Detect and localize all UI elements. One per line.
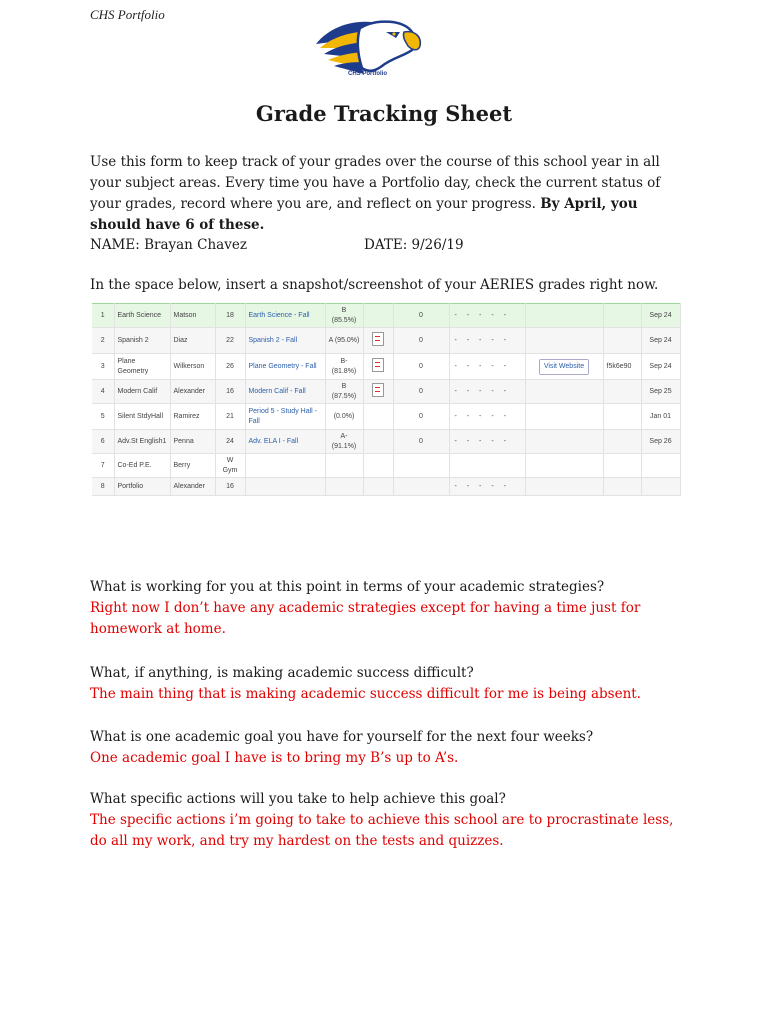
grade-details — [363, 354, 393, 380]
question-block-2 — [90, 663, 690, 705]
grade-term-link[interactable]: Plane Geometry - Fall — [245, 354, 325, 380]
answer-4: The specific actions i’m going to take to achieve this school are to procrastinate less, do all my work, and try my hardest on the tests and quizzes. — [90, 812, 674, 849]
grade-room: 26 — [215, 354, 245, 380]
grade-mark: A- (91.1%) — [325, 430, 363, 454]
grade-period: 8 — [92, 478, 114, 496]
grade-code — [603, 404, 641, 430]
grade-teacher: Berry — [170, 454, 215, 478]
grade-details — [363, 404, 393, 430]
grade-dashes — [449, 454, 525, 478]
intro-paragraph — [90, 152, 690, 236]
grade-course: Co-Ed P.E. — [114, 454, 170, 478]
grade-dashes: - - - - - — [449, 354, 525, 380]
grade-date — [641, 454, 680, 478]
grade-missing — [393, 454, 449, 478]
grade-course: Earth Science — [114, 304, 170, 328]
grade-date: Sep 24 — [641, 328, 680, 354]
grade-room: 16 — [215, 478, 245, 496]
grade-mark: B (85.5%) — [325, 304, 363, 328]
grade-website — [525, 430, 603, 454]
grade-code — [603, 478, 641, 496]
grade-term-link[interactable]: Spanish 2 - Fall — [245, 328, 325, 354]
answer-3: One academic goal I have is to bring my B’s up to A’s. — [90, 750, 459, 766]
grade-website — [525, 380, 603, 404]
grade-room: 21 — [215, 404, 245, 430]
grade-dashes: - - - - - — [449, 380, 525, 404]
grade-mark — [325, 454, 363, 478]
grade-room: 22 — [215, 328, 245, 354]
page-title: Grade Tracking Sheet — [255, 101, 513, 126]
grade-period: 3 — [92, 354, 114, 380]
grade-code — [603, 454, 641, 478]
grade-row — [92, 354, 680, 380]
grade-details — [363, 304, 393, 328]
grade-details — [363, 454, 393, 478]
grade-details — [363, 430, 393, 454]
grade-course: Portfolio — [114, 478, 170, 496]
grade-missing: 0 — [393, 430, 449, 454]
grade-room: W Gym — [215, 454, 245, 478]
grade-term-link[interactable] — [245, 478, 325, 496]
question-block-3 — [90, 727, 690, 769]
grade-period: 2 — [92, 328, 114, 354]
grade-teacher: Matson — [170, 304, 215, 328]
header-label: CHS Portfolio — [90, 7, 165, 22]
grade-teacher: Alexander — [170, 478, 215, 496]
grades-screenshot-table — [92, 303, 681, 496]
grade-details — [363, 478, 393, 496]
grade-room: 16 — [215, 380, 245, 404]
visit-website-button[interactable]: Visit Website — [539, 359, 589, 375]
grade-row — [92, 454, 680, 478]
grade-room: 18 — [215, 304, 245, 328]
grade-code: f5k6e90 — [603, 354, 641, 380]
grade-code — [603, 328, 641, 354]
details-icon[interactable] — [372, 332, 384, 346]
grade-course: Plane Geometry — [114, 354, 170, 380]
grade-row — [92, 478, 680, 496]
grade-mark: A (95.0%) — [325, 328, 363, 354]
grade-course: Adv.St English1 — [114, 430, 170, 454]
grade-teacher: Penna — [170, 430, 215, 454]
grade-missing — [393, 478, 449, 496]
question-block-1 — [90, 577, 690, 640]
grade-mark: B- (81.8%) — [325, 354, 363, 380]
grade-row — [92, 430, 680, 454]
grade-date — [641, 478, 680, 496]
grade-mark: (0.0%) — [325, 404, 363, 430]
grade-period: 1 — [92, 304, 114, 328]
grade-mark — [325, 478, 363, 496]
answer-2: The main thing that is making academic success difficult for me is being absent. — [90, 686, 641, 702]
grade-code — [603, 430, 641, 454]
grade-website — [525, 304, 603, 328]
grade-website — [525, 328, 603, 354]
grade-term-link[interactable]: Modern Calif - Fall — [245, 380, 325, 404]
grade-dashes: - - - - - — [449, 404, 525, 430]
grade-period: 6 — [92, 430, 114, 454]
grade-teacher: Ramirez — [170, 404, 215, 430]
grade-period: 4 — [92, 380, 114, 404]
grade-date: Jan 01 — [641, 404, 680, 430]
details-icon[interactable] — [372, 358, 384, 372]
grade-period: 7 — [92, 454, 114, 478]
grade-code — [603, 380, 641, 404]
grade-row — [92, 380, 680, 404]
grade-period: 5 — [92, 404, 114, 430]
question-3: What is one academic goal you have for yourself for the next four weeks? — [90, 729, 594, 745]
details-icon[interactable] — [372, 383, 384, 397]
grade-course: Spanish 2 — [114, 328, 170, 354]
grade-dashes: - - - - - — [449, 328, 525, 354]
grade-date: Sep 25 — [641, 380, 680, 404]
student-name: NAME: Brayan Chavez — [90, 237, 247, 253]
grade-term-link[interactable]: Earth Science - Fall — [245, 304, 325, 328]
grade-row — [92, 404, 680, 430]
grade-teacher: Wilkerson — [170, 354, 215, 380]
grade-website — [525, 404, 603, 430]
grade-dashes: - - - - - — [449, 430, 525, 454]
question-2: What, if anything, is making academic success difficult? — [90, 665, 474, 681]
intro-bold-text: By April, you should have 6 of these. — [90, 196, 638, 233]
grade-teacher: Alexander — [170, 380, 215, 404]
date-field: DATE: 9/26/19 — [364, 237, 464, 253]
grade-date: Sep 24 — [641, 304, 680, 328]
grade-term-link[interactable] — [245, 454, 325, 478]
grade-room: 24 — [215, 430, 245, 454]
grade-website — [525, 454, 603, 478]
grade-website — [525, 354, 603, 380]
question-4: What specific actions will you take to help achieve this goal? — [90, 791, 506, 807]
grade-website — [525, 478, 603, 496]
grade-row — [92, 304, 680, 328]
grade-date: Sep 24 — [641, 354, 680, 380]
intro-text: Use this form to keep track of your grades over the course of this school year in all your subject areas. Every time you have a Portfolio day, check the current status of your grades, record where you are, and reflect on your progress. — [90, 154, 661, 212]
instruction-text: In the space below, insert a snapshot/screenshot of your AERIES grades right now. — [90, 277, 659, 293]
grade-code — [603, 304, 641, 328]
logo-caption: CHS Portfolio — [348, 71, 387, 77]
grade-dashes: - - - - - — [449, 478, 525, 496]
answer-1: Right now I don’t have any academic strategies except for having a time just for homework at home. — [90, 600, 641, 637]
grade-details — [363, 380, 393, 404]
grade-term-link[interactable]: Period 5 - Study Hall - Fall — [245, 404, 325, 430]
grade-missing: 0 — [393, 328, 449, 354]
grade-dashes: - - - - - — [449, 304, 525, 328]
grade-teacher: Diaz — [170, 328, 215, 354]
grade-missing: 0 — [393, 354, 449, 380]
grade-row — [92, 328, 680, 354]
grade-missing: 0 — [393, 304, 449, 328]
grade-missing: 0 — [393, 404, 449, 430]
grade-details — [363, 328, 393, 354]
grade-mark: B (87.5%) — [325, 380, 363, 404]
question-block-4 — [90, 789, 690, 852]
grade-date: Sep 26 — [641, 430, 680, 454]
grade-missing: 0 — [393, 380, 449, 404]
grade-course: Silent StdyHall — [114, 404, 170, 430]
question-1: What is working for you at this point in terms of your academic strategies? — [90, 579, 605, 595]
grade-course: Modern Calif — [114, 380, 170, 404]
grade-term-link[interactable]: Adv. ELA I - Fall — [245, 430, 325, 454]
